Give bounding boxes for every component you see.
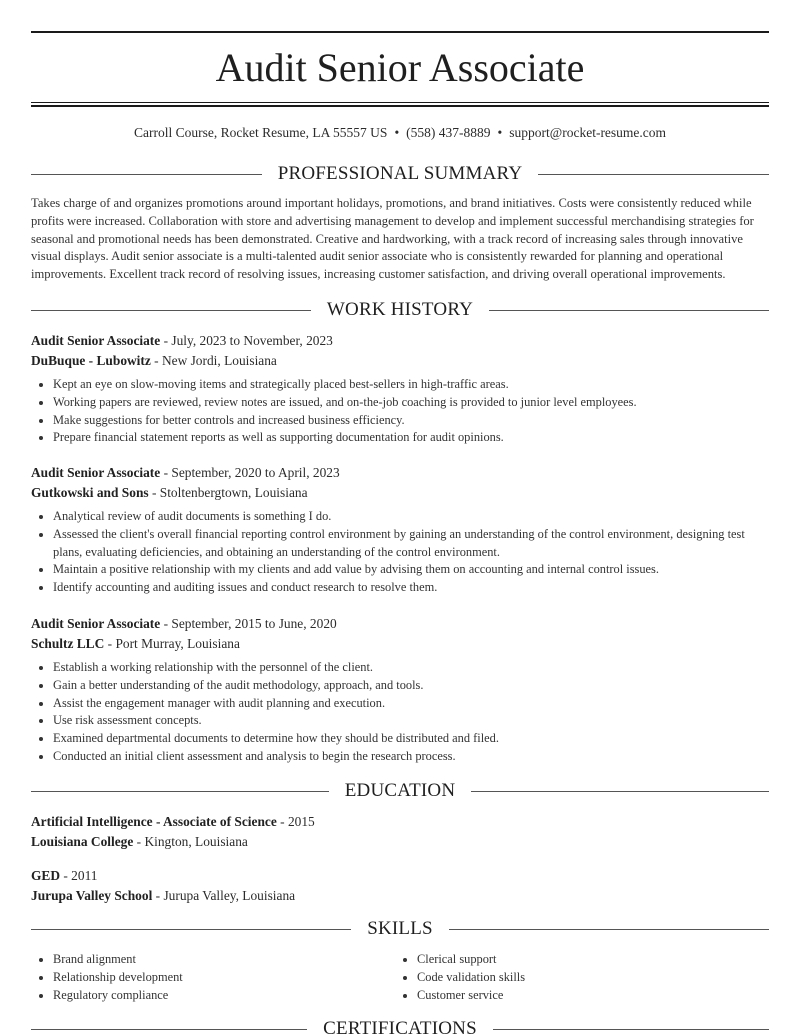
school-name: Louisiana College: [31, 833, 134, 849]
divider: [489, 310, 769, 311]
section-title: CERTIFICATIONS: [323, 1018, 477, 1035]
job-bullet: • Make suggestions for better controls and increased business efficiency.: [53, 412, 769, 430]
contact-phone: (558) 437-8889: [406, 125, 491, 140]
job-bullet: • Gain a better understanding of the audit methodology, approach, and tools.: [53, 677, 769, 695]
section-header-work-history: [31, 298, 769, 322]
job-bullets: [31, 376, 769, 447]
title-rule-thin: [31, 102, 769, 103]
education-entry: [31, 866, 769, 905]
skill-item: • Regulatory compliance: [53, 986, 395, 1004]
job-dates: - September, 2015 to June, 2020: [160, 616, 337, 631]
job-bullet: • Maintain a positive relationship with my clients and add value by advising them on accounting and internal control issues.: [53, 561, 769, 579]
section-title: EDUCATION: [344, 780, 456, 801]
education-entry: [31, 812, 769, 851]
graduation-year: - 2011: [60, 868, 98, 883]
contact-email: support@rocket-resume.com: [509, 125, 667, 140]
job-bullet: • Kept an eye on slow-moving items and strategically placed best-sellers in high-traffic areas.: [53, 376, 769, 394]
bullet-separator: •: [497, 125, 503, 140]
divider: [31, 310, 311, 311]
skill-item: • Clerical support: [417, 950, 759, 968]
divider: [31, 1029, 307, 1030]
degree: GED: [31, 868, 61, 883]
section-header-education: [31, 779, 769, 803]
job-bullets: [31, 508, 769, 597]
job-title: Audit Senior Associate: [31, 616, 161, 631]
bullet-separator: •: [394, 125, 400, 140]
title-rule-thick: [31, 105, 769, 107]
job-bullet: • Assist the engagement manager with audit planning and execution.: [53, 695, 769, 713]
divider: [31, 929, 351, 930]
job-location: - New Jordi, Louisiana: [150, 352, 277, 368]
job-dates: - September, 2020 to April, 2023: [160, 465, 340, 480]
job-company: Gutkowski and Sons: [31, 484, 149, 500]
job-bullets: [31, 659, 769, 766]
summary-text: Takes charge of and organizes promotions around important holidays, promotions, and brand initiatives. Costs were consistently reduced while profits were increased. Collaboration with store and advertising management to develop and implement successful merchandising strategies for seasonal and promotional needs has been demonstrated. Creative and hardworking, with a track record of increasing sales through innovative visual displays. Audit senior associate is a multi-talented audit senior associate who is consistently rewarded for planning and operational improvements. Excellent track record of resolving issues, increasing customer satisfaction, and driving overall operational improvements.: [31, 196, 754, 282]
school-location: - Jurupa Valley, Louisiana: [152, 887, 296, 903]
job-bullet: • Conducted an initial client assessment and analysis to begin the research process.: [53, 748, 769, 766]
job-location: - Stoltenbergtown, Louisiana: [148, 484, 308, 500]
school-location: - Kington, Louisiana: [133, 833, 248, 849]
job-bullet: • Assessed the client's overall financial reporting control environment by gaining an understanding of the control environment, designing test plans, evaluating deficiencies, and obtaining an understanding of the control environment.: [53, 526, 769, 562]
section-title: PROFESSIONAL SUMMARY: [277, 163, 523, 184]
section-header-summary: [31, 162, 769, 186]
degree: Artificial Intelligence - Associate of Science: [31, 814, 277, 829]
skill-item: • Relationship development: [53, 968, 395, 986]
job-company: Schultz LLC: [31, 635, 105, 651]
skill-item: • Customer service: [417, 986, 759, 1004]
divider: [493, 1029, 769, 1030]
job-location: - Port Murray, Louisiana: [104, 635, 240, 651]
job-bullet: • Identify accounting and auditing issues and conduct research to resolve them.: [53, 579, 769, 597]
job-bullet: • Use risk assessment concepts.: [53, 712, 769, 730]
divider: [449, 929, 769, 930]
job-bullet: • Prepare financial statement reports as well as supporting documentation for audit opinions.: [53, 429, 769, 447]
contact-info: [31, 124, 769, 142]
job-entry: [31, 614, 769, 766]
top-rule: [31, 31, 769, 33]
divider: [538, 174, 769, 175]
job-dates: - July, 2023 to November, 2023: [160, 333, 333, 348]
section-title: WORK HISTORY: [326, 299, 474, 320]
graduation-year: - 2015: [276, 814, 315, 829]
job-company: DuBuque - Lubowitz: [31, 352, 151, 368]
divider: [31, 174, 262, 175]
skills-column-right: [395, 950, 759, 1005]
section-header-skills: [31, 917, 769, 941]
skills-list: [31, 950, 769, 1005]
job-bullet: • Working papers are reviewed, review notes are issued, and on-the-job coaching is provided to junior level employees.: [53, 394, 769, 412]
divider: [31, 791, 329, 792]
section-title: SKILLS: [367, 918, 433, 939]
divider: [471, 791, 769, 792]
skill-item: • Brand alignment: [53, 950, 395, 968]
job-bullet: • Examined departmental documents to determine how they should be distributed and filed.: [53, 730, 769, 748]
job-title: Audit Senior Associate: [31, 333, 161, 348]
job-entry: [31, 331, 769, 447]
skill-item: • Code validation skills: [417, 968, 759, 986]
job-bullet: • Analytical review of audit documents is something I do.: [53, 508, 769, 526]
contact-address: Carroll Course, Rocket Resume, LA 55557 US: [133, 125, 388, 140]
job-bullet: • Establish a working relationship with the personnel of the client.: [53, 659, 769, 677]
skills-column-left: [31, 950, 395, 1005]
resume-title: Audit Senior Associate: [215, 45, 585, 90]
school-name: Jurupa Valley School: [31, 887, 153, 903]
job-entry: [31, 463, 769, 597]
section-header-certifications: [31, 1017, 769, 1035]
job-title: Audit Senior Associate: [31, 465, 161, 480]
